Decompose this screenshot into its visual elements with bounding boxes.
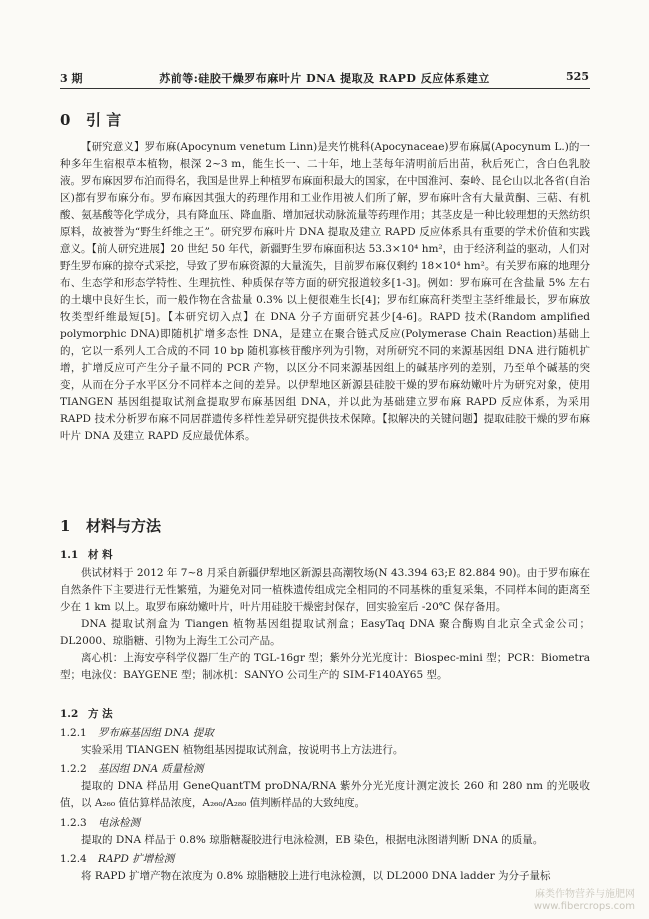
subsubsection-number: 1.2.4 (60, 853, 87, 865)
section-number: 0 (60, 111, 71, 129)
section-heading-methods (60, 515, 161, 536)
subsubsection-number: 1.2.1 (60, 727, 87, 739)
subsubsection-title: 罗布麻基因组 DNA 提取 (98, 727, 214, 739)
subsubsection-heading-rapd (60, 851, 174, 866)
subsection-title: 方 法 (88, 708, 113, 720)
dna-quality-text: 提取的 DNA 样品用 GeneQuantTM proDNA/RNA 紫外分光光度计测定波长 260 和 280 nm 的光吸收值，以 A₂₆₀ 值估算样品浓度，A₂₆₀/A₂₈₀ 值判断样品的大致纯度。 (60, 780, 590, 809)
subsubsection-number: 1.2.3 (60, 817, 87, 829)
subsubsection-title: 电泳检测 (98, 817, 140, 829)
section-title: 材料与方法 (86, 517, 162, 535)
subsubsection-heading-electrophoresis (60, 815, 140, 830)
rapd-body (60, 868, 590, 885)
subsection-number: 1.2 (60, 708, 79, 720)
issue-label: 3 期 (60, 72, 83, 85)
running-header (60, 70, 589, 84)
section-heading-introduction (60, 109, 121, 130)
dna-extraction-text: 实验采用 TIANGEN 植物组基因提取试剂盒，按说明书上方法进行。 (81, 744, 404, 756)
subsubsection-number: 1.2.2 (60, 763, 87, 775)
introduction-body (60, 139, 590, 445)
watermark-url: www.fibercrops.com (533, 901, 635, 912)
subsubsection-heading-dna-quality (60, 761, 203, 776)
site-watermark (534, 889, 635, 913)
dna-quality-body (60, 778, 590, 812)
introduction-paragraph: 【研究意义】罗布麻(Apocynum venetum Linn)是夹竹桃科(Apocynaceae)罗布麻属(Apocynum L.)的一种多年生宿根草本植物，根深 2~3 m，能生长一、二十年，地上茎每年清明前后出苗，秋后死亡，含白色乳胶液。罗布麻因罗布泊而得名，我国是世界上种植罗布麻面积最大的国家，在中国淮河、秦岭、昆仑山以北各省(自治区)都有罗布麻分布。罗布麻因其强大的药理作用和工业作用被人们所了解，罗布麻叶含有大量黄酮、三萜、有机酸、氨基酸等化学成分，具有降血压、降血脂、增加冠状动脉流量等药理作用；其茎皮是一种比较理想的天然纺织原料，故被誉为“野生纤维之王”。研究罗布麻叶片 DNA 提取及建立 RAPD 反应体系具有重要的学术价值和实践意义。【前人研究进展】20 世纪 50 年代，新疆野生罗布麻面积达 53.3×10⁴ hm²，由于经济利益的驱动，人们对野生罗布麻的掠夺式采挖，导致了罗布麻资源的大量流失，目前罗布麻仅剩约 18×10⁴ hm²。有关罗布麻的地理分布、生态学和形态学特性、生理抗性、种质保存等方面的研究报道较多[1-3]。例如：罗布麻可在含盐量 5% 左右的土壤中良好生长，而一般作物在含盐量 0.3% 以上便很难生长[4]；罗布红麻高秆类型主茎纤维最长，罗布麻放牧类型纤维最短[5]。【本研究切入点】在 DNA 分子方面研究甚少[4-6]。RAPD 技术(Random amplified polymorphic DNA)即随机扩增多态性 DNA，是建立在聚合链式反应(Polymerase Chain Reaction)基础上的，它以一系列人工合成的不同 10 bp 随机寡核苷酸序列为引物，对所研究不同的来源基因组 DNA 进行随机扩增，扩增反应可产生分子量不同的 PCR 产物，以区分不同来源基因组上的碱基序列的差别，乃至单个碱基的突变，从而在分子水平区分不同样本之间的差异。以伊犁地区新源县硅胶干燥的罗布麻幼嫩叶片为研究对象，使用 TIANGEN 基因组提取试剂盒提取罗布麻基因组 DNA，并以此为基础建立罗布麻 RAPD 反应体系，为采用 RAPD 技术分析罗布麻不同居群遗传多样性差异研究提供技术保障。【拟解决的关键问题】提取硅胶干燥的罗布麻叶片 DNA 及建立 RAPD 反应最优体系。 (60, 141, 590, 442)
running-title: 苏前等:硅胶干燥罗布麻叶片 DNA 提取及 RAPD 反应体系建立 (159, 72, 490, 85)
watermark-name: 麻类作物营养与施肥网 (535, 889, 635, 900)
rapd-text: 将 RAPD 扩增产物在浓度为 0.8% 琼脂糖胶上进行电泳检测，以 DL2000 DNA ladder 为分子量标 (81, 870, 551, 882)
dna-extraction-body (60, 742, 590, 759)
subsection-title: 材 料 (88, 549, 113, 561)
header-rule (60, 88, 590, 89)
electrophoresis-text: 提取的 DNA 样品于 0.8% 琼脂糖凝胶进行电泳检测，EB 染色，根据电泳图谱判断 DNA 的质量。 (81, 834, 544, 846)
section-number: 1 (60, 517, 71, 535)
section-title: 引 言 (86, 111, 122, 129)
subsubsection-heading-dna-extraction (60, 725, 214, 740)
subsubsection-title: 基因组 DNA 质量检测 (98, 763, 204, 775)
page-number: 525 (566, 70, 589, 83)
materials-paragraph: 供试材料于 2012 年 7~8 月采自新疆伊犁地区新源县高潮牧场(N 43.394 63;E 82.884 90)。由于罗布麻在自然条件下主要进行无性繁殖，为避免对同一植株遗传组成完全相同的不同基株的重复采集，不同样本间的距离至少在 1 km 以上。取罗布麻幼嫩叶片，叶片用硅胶干燥密封保存，回实验室后 -20℃ 保存备用。 (60, 567, 590, 613)
materials-body (60, 565, 590, 684)
subsection-number: 1.1 (60, 549, 79, 561)
subsection-heading-methods (60, 706, 113, 721)
electrophoresis-body (60, 832, 590, 849)
subsubsection-title: RAPD 扩增检测 (98, 853, 175, 865)
materials-paragraph: DNA 提取试剂盒为 Tiangen 植物基因组提取试剂盒；EasyTaq DNA 聚合酶购自北京全式金公司；DL2000、琼脂糖、引物为上海生工公司产品。 (60, 618, 590, 647)
materials-paragraph: 离心机：上海安亭科学仪器厂生产的 TGL-16gr 型；紫外分光光度计：Biospec-mini 型；PCR：Biometra 型；电泳仪：BAYGENE 型；制冰机：SANYO 公司生产的 SIM-F140AY65 型。 (60, 652, 590, 681)
subsection-heading-materials (60, 547, 113, 562)
